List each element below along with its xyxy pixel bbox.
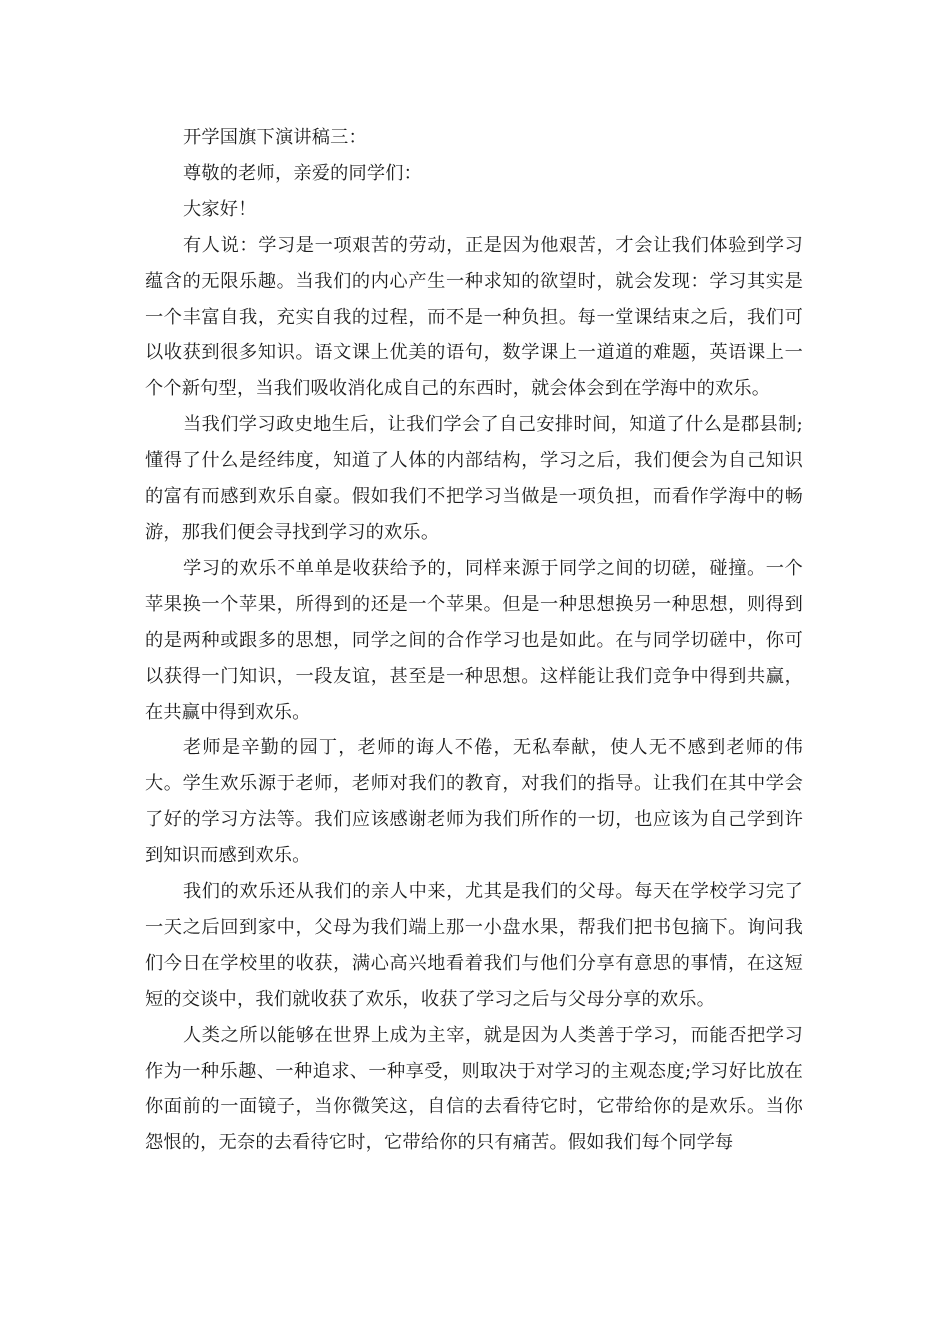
paragraph-4: 老师是辛勤的园丁，老师的诲人不倦，无私奉献，使人无不感到老师的伟大。学生欢乐源于老师，老师对我们的教育，对我们的指导。让我们在其中学会了好的学习方法等。我们应该感谢老师为我们所作的一切，也应该为自己学到许到知识而感到欢乐。 bbox=[145, 737, 803, 867]
salutation: 尊敬的老师，亲爱的同学们： bbox=[183, 162, 423, 184]
paragraph-2: 当我们学习政史地生后，让我们学会了自己安排时间，知道了什么是郡县制;懂得了什么是经纬度，知道了人体的内部结构，学习之后，我们便会为自己知识的富有而感到欢乐自豪。假如我们不把学习当做是一项负担，而看作学海中的畅游，那我们便会寻找到学习的欢乐。 bbox=[145, 414, 803, 543]
paragraph-5: 我们的欢乐还从我们的亲人中来，尤其是我们的父母。每天在学校学习完了一天之后回到家中，父母为我们端上那一小盘水果，帮我们把书包摘下。询问我们今日在学校里的收获，满心高兴地看着我们与他们分享有意思的事情，在这短短的交谈中，我们就收获了欢乐，收获了学习之后与父母分享的欢乐。 bbox=[145, 881, 803, 1010]
paragraph-6: 人类之所以能够在世界上成为主宰，就是因为人类善于学习，而能否把学习作为一种乐趣、一种追求、一种享受，则取决于对学习的主观态度;学习好比放在你面前的一面镜子，当你微笑这，自信的去看待它时，它带给你的是欢乐。当你怨恨的，无奈的去看待它时，它带给你的只有痛苦。假如我们每个同学每 bbox=[145, 1024, 803, 1154]
paragraph-3: 学习的欢乐不单单是收获给予的，同样来源于同学之间的切磋，碰撞。一个苹果换一个苹果，所得到的还是一个苹果。但是一种思想换另一种思想，则得到的是两种或跟多的思想，同学之间的合作学习也是如此。在与同学切磋中，你可以获得一门知识，一段友谊，甚至是一种思想。这样能让我们竞争中得到共赢，在共赢中得到欢乐。 bbox=[145, 557, 803, 723]
paragraph-1: 有人说：学习是一项艰苦的劳动，正是因为他艰苦，才会让我们体验到学习蕴含的无限乐趣。当我们的内心产生一种求知的欲望时，就会发现：学习其实是一个丰富自我，充实自我的过程，而不是一种负担。每一堂课结束之后，我们可以收获到很多知识。语文课上优美的语句，数学课上一道道的难题，英语课上一个个新句型，当我们吸收消化成自己的东西时，就会体会到在学海中的欢乐。 bbox=[145, 234, 803, 400]
document-page bbox=[145, 120, 803, 1161]
greeting: 大家好！ bbox=[183, 198, 257, 220]
document-title: 开学国旗下演讲稿三： bbox=[183, 127, 367, 148]
